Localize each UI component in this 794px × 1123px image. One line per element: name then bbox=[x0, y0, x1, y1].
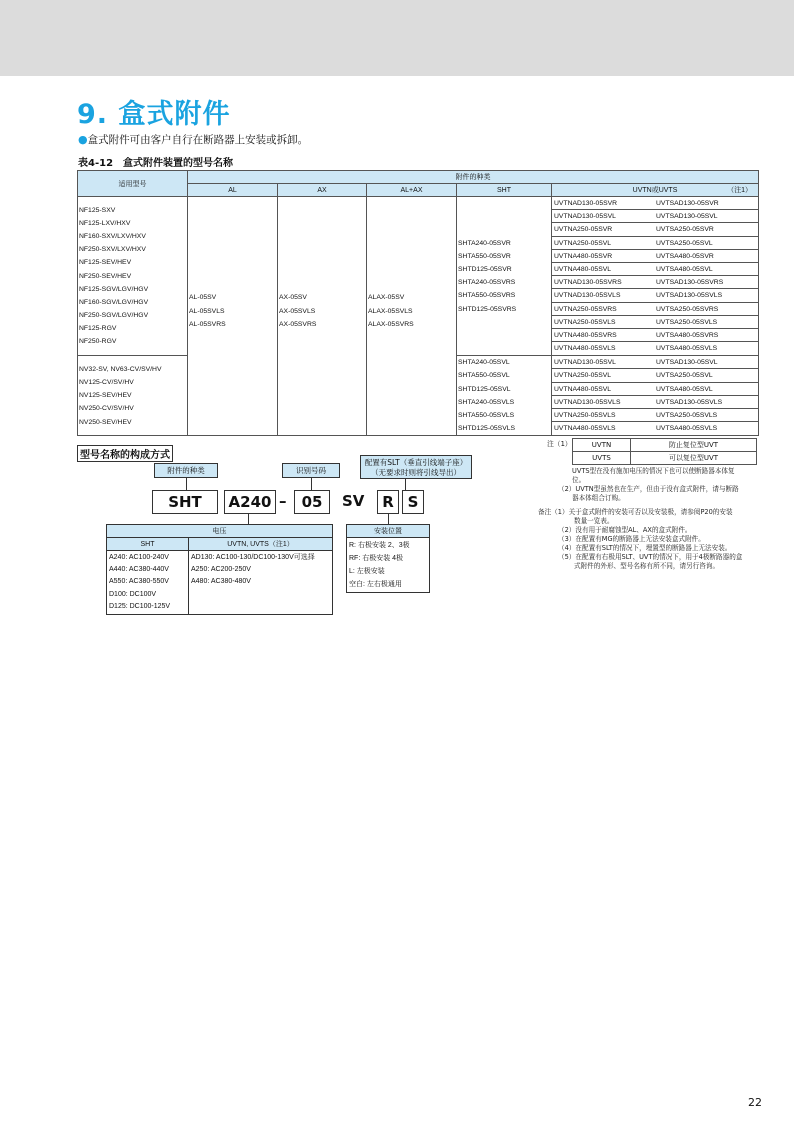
text-line: UVTNAD130-05SVL bbox=[552, 356, 654, 369]
text-line: UVTSA480-05SVLS bbox=[656, 345, 718, 353]
note-uvts: UVTS bbox=[573, 452, 631, 465]
page-number: 22 bbox=[748, 1096, 762, 1109]
page-title: 9. 盒式附件 bbox=[77, 99, 231, 130]
text-line: AL-05SVRS bbox=[189, 320, 226, 328]
text-line: NF125-SGV/LGV/HGV bbox=[79, 285, 149, 293]
part-id: 05 bbox=[294, 490, 330, 514]
note-table bbox=[572, 438, 757, 465]
note1-label: 注（1） bbox=[547, 440, 572, 448]
voltage-sht-list bbox=[107, 551, 189, 615]
text-line: UVTNAD130-05SVLS bbox=[552, 396, 654, 409]
text-line: NF125-SXV bbox=[79, 206, 116, 214]
text-line: UVTSA250-05SVLS bbox=[654, 316, 758, 329]
header-types: 附件的种类 bbox=[188, 171, 759, 184]
text-line: SHTA550-05SVL bbox=[458, 372, 510, 380]
text-line: UVTSAD130-05SVR bbox=[654, 197, 758, 210]
text-line: NV125-SEV/HEV bbox=[79, 392, 132, 400]
text-line: UVTNA250-05SVL bbox=[552, 237, 654, 250]
position-title: 安装位置 bbox=[347, 525, 430, 538]
text-line: UVTS型在没有施加电压的情况下也可以使断路器本体复 bbox=[572, 467, 735, 475]
text-line: SHTA550-05SVRS bbox=[458, 292, 516, 300]
group2-uv bbox=[552, 356, 759, 436]
part-s: S bbox=[402, 490, 424, 514]
text-line: SHTA240-05SVRS bbox=[458, 279, 516, 287]
remarks-block bbox=[538, 508, 742, 571]
text-line: L: 左极安装 bbox=[349, 568, 385, 575]
text-line: SHTD125-05SVL bbox=[458, 385, 511, 393]
text-line: AX-05SVRS bbox=[279, 320, 317, 328]
text-line: RF: 右极安装 4极 bbox=[349, 555, 404, 562]
group2-models bbox=[78, 356, 188, 436]
intro-text bbox=[78, 132, 308, 147]
text-line: NV250-SEV/HEV bbox=[79, 418, 132, 426]
voltage-col-sht: SHT bbox=[107, 538, 189, 551]
note-uvts-desc: 可以复位型UVT bbox=[631, 452, 757, 465]
text-line: A550: AC380-550V bbox=[109, 578, 169, 586]
text-line: NF250-SXV/LXV/HXV bbox=[79, 246, 146, 254]
header-sht: SHT bbox=[457, 184, 552, 197]
connector-line bbox=[186, 478, 187, 490]
group1-models bbox=[78, 197, 188, 356]
text-line: NV32-SV, NV63-CV/SV/HV bbox=[79, 365, 162, 373]
text-line: UVTSA480-05SVL bbox=[654, 383, 758, 396]
text-line: SHTA240-05SVLS bbox=[458, 398, 515, 406]
header-al: AL bbox=[188, 184, 278, 197]
text-line: ALAX-05SV bbox=[368, 294, 405, 302]
part-voltage: A240 bbox=[224, 490, 276, 514]
voltage-col-uv: UVTN, UVTS（注1） bbox=[189, 538, 333, 551]
bullet-icon: ● bbox=[78, 133, 88, 146]
text-line: UVTNA250-05SVR bbox=[552, 223, 654, 236]
note-uvtn: UVTN bbox=[573, 439, 631, 452]
text-line: SHTA550-05SVLS bbox=[458, 412, 515, 419]
text-line: UVTSAD130-05SVLS bbox=[654, 396, 758, 409]
connector-line bbox=[405, 479, 406, 490]
text-line: UVTNA480-05SVRS bbox=[552, 329, 654, 342]
text-line: UVTNAD130-05SVLS bbox=[552, 289, 654, 302]
text-line: A240: AC100-240V bbox=[109, 554, 169, 561]
intro-label: 盒式附件可由客户自行在断路器上安装或拆卸。 bbox=[87, 134, 309, 146]
text-line: UVTSA480-05SVR bbox=[654, 250, 758, 263]
text-line: ALAX-05SVLS bbox=[368, 307, 413, 315]
text-line: AX-05SVLS bbox=[279, 307, 316, 315]
text-line: UVTSA250-05SVL bbox=[654, 237, 758, 250]
text-line: 位。 bbox=[572, 476, 586, 484]
text-line: UVTNAD130-05SVL bbox=[552, 210, 654, 223]
text-line: UVTNA250-05SVLS bbox=[552, 409, 654, 422]
text-line: NF160-SGV/LGV/HGV bbox=[79, 298, 149, 306]
text-line: UVTNA480-05SVLS bbox=[554, 425, 616, 433]
part-dash: – bbox=[279, 492, 287, 510]
voltage-uv-list bbox=[189, 551, 333, 615]
text-line: D100: DC100V bbox=[109, 590, 157, 598]
text-line: AL-05SV bbox=[189, 294, 217, 302]
text-line: NV125-CV/SV/HV bbox=[79, 379, 134, 387]
text-line: UVTNA480-05SVR bbox=[552, 250, 654, 263]
group2-sht bbox=[457, 356, 552, 436]
text-line: UVTSAD130-05SVRS bbox=[654, 276, 758, 289]
header-uv bbox=[552, 184, 759, 197]
text-line: SHTA240-05SVR bbox=[458, 239, 511, 247]
position-list bbox=[347, 538, 430, 593]
text-line: UVTSA250-05SVR bbox=[654, 223, 758, 236]
part-r: R bbox=[377, 490, 399, 514]
label-slt bbox=[360, 455, 472, 479]
text-line: NF125-RGV bbox=[79, 325, 117, 333]
accessory-table bbox=[77, 170, 759, 436]
connector-line bbox=[311, 478, 312, 490]
text-line: （4）在配置有SLT的情况下，埋置型的断路器上无法安装。 bbox=[558, 544, 732, 552]
text-line: NF160-SXV/LXV/HXV bbox=[79, 232, 146, 240]
text-line: （2）UVTN型虽然也在生产，但由于没有盒式附件，请与断路 bbox=[558, 485, 739, 493]
voltage-table bbox=[106, 524, 333, 615]
text-line: ALAX-05SVRS bbox=[368, 320, 414, 328]
text-line: A480: AC380-480V bbox=[191, 578, 251, 586]
position-table bbox=[346, 524, 430, 593]
text-line: AL-05SVLS bbox=[189, 307, 225, 315]
header-uv-note: （注1） bbox=[727, 187, 753, 194]
text-line: UVTSAD130-05SVL bbox=[654, 356, 758, 369]
header-uv-label: UVTN或UVTS bbox=[632, 187, 678, 194]
label-slt-line1: 配置有SLT（垂直引线端子座） bbox=[364, 458, 468, 467]
text-line: UVTSAD130-05SVLS bbox=[654, 289, 758, 302]
connector-line bbox=[248, 514, 249, 524]
voltage-title: 电压 bbox=[107, 525, 333, 538]
text-line: UVTNAD130-05SVR bbox=[552, 197, 654, 210]
text-line: UVTNA480-05SVLS bbox=[554, 345, 616, 353]
text-line: UVTSAD130-05SVL bbox=[654, 210, 758, 223]
text-line: SHTD125-05SVR bbox=[458, 265, 512, 273]
text-line: SHTD125-05SVLS bbox=[458, 425, 516, 433]
notes-block bbox=[532, 467, 739, 503]
part-sv: SV bbox=[342, 492, 365, 510]
text-line: NV250-CV/SV/HV bbox=[79, 405, 134, 413]
text-line: UVTSA250-05SVL bbox=[654, 369, 758, 382]
text-line: SHTD125-05SVRS bbox=[458, 305, 517, 313]
text-line: A250: AC200-250V bbox=[191, 566, 251, 574]
text-line: UVTNAD130-05SVRS bbox=[552, 276, 654, 289]
text-line: UVTSA480-05SVRS bbox=[654, 329, 758, 342]
text-line: UVTSA480-05SVLS bbox=[656, 425, 718, 433]
text-line: NF250-RGV bbox=[79, 338, 117, 346]
group1-sht bbox=[457, 197, 552, 356]
text-line: UVTNA480-05SVL bbox=[552, 383, 654, 396]
text-line: UVTSA250-05SVRS bbox=[654, 303, 758, 316]
text-line: （5）在配置有右极用SLT、UVT的情况下，用于4极断路器的盒 bbox=[558, 553, 743, 561]
connector-line bbox=[388, 514, 389, 524]
text-line: AX-05SV bbox=[279, 294, 307, 302]
alax-cell bbox=[367, 197, 457, 436]
composition-title: 型号名称的构成方式 bbox=[77, 445, 173, 462]
text-line: SHTA240-05SVL bbox=[458, 359, 510, 367]
text-line: NF250-SGV/LGV/HGV bbox=[79, 312, 149, 320]
text-line: 器本体组合订购。 bbox=[572, 494, 625, 502]
text-line: D125: DC100-125V bbox=[109, 602, 171, 610]
text-line: NF250-SEV/HEV bbox=[79, 272, 132, 280]
ax-cell bbox=[278, 197, 367, 436]
label-id: 识别号码 bbox=[282, 463, 340, 478]
al-cell bbox=[188, 197, 278, 436]
part-sht: SHT bbox=[152, 490, 218, 514]
text-line: UVTSA480-05SVL bbox=[654, 263, 758, 276]
header-ax: AX bbox=[278, 184, 367, 197]
text-line: （3）在配置有MG的断路器上无法安装盒式附件。 bbox=[558, 535, 705, 543]
text-line: A440: AC380-440V bbox=[109, 566, 169, 574]
text-line: 式附件的外形、型号名称有所不同，请另行咨询。 bbox=[574, 562, 720, 570]
label-kind: 附件的种类 bbox=[154, 463, 218, 478]
text-line: NF125-LXV/HXV bbox=[79, 219, 131, 227]
text-line: UVTNA250-05SVL bbox=[552, 369, 654, 382]
text-line: SHTA550-05SVR bbox=[458, 252, 511, 260]
group1-uv bbox=[552, 197, 759, 356]
header-model: 适用型号 bbox=[78, 171, 188, 197]
text-line: 空白: 左右极通用 bbox=[349, 581, 402, 588]
label-slt-line2: （无要求时则将引线导出） bbox=[371, 468, 461, 477]
text-line: UVTNA480-05SVL bbox=[552, 263, 654, 276]
text-line: R: 右极安装 2、3极 bbox=[349, 542, 410, 549]
header-band bbox=[0, 0, 794, 76]
header-alax: AL+AX bbox=[367, 184, 457, 197]
text-line: （2）没有用于耐腐蚀型AL、AX的盒式附件。 bbox=[558, 526, 692, 534]
text-line: UVTNA250-05SVRS bbox=[552, 303, 654, 316]
text-line: 数量一览表。 bbox=[574, 517, 614, 525]
text-line: UVTSA250-05SVLS bbox=[654, 409, 758, 422]
note-uvtn-desc: 防止复位型UVT bbox=[631, 439, 757, 452]
text-line: 备注（1）关于盒式附件的安装可否以及安装极，请参阅P20的安装 bbox=[538, 508, 733, 516]
table-title: 表4-12 盒式附件装置的型号名称 bbox=[78, 158, 234, 169]
text-line: UVTNA250-05SVLS bbox=[552, 316, 654, 329]
text-line: NF125-SEV/HEV bbox=[79, 259, 132, 267]
text-line: AD130: AC100-130/DC100-130V可选择 bbox=[191, 554, 315, 561]
